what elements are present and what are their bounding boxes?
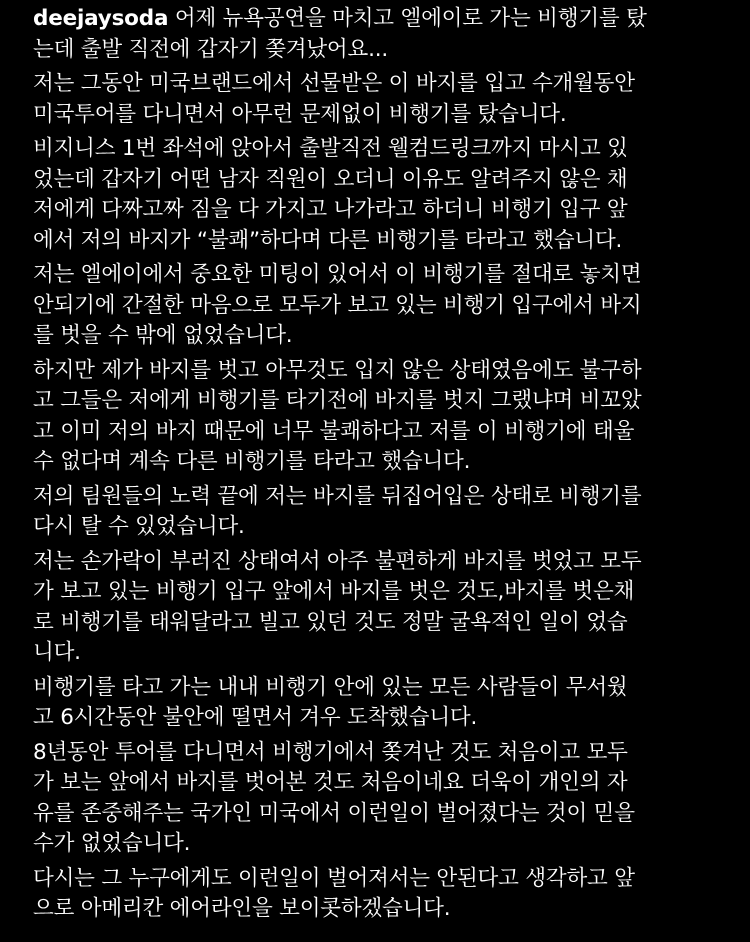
post-caption (33, 4, 739, 925)
username-link[interactable]: deejaysoda (33, 6, 169, 31)
caption-paragraph-7: 저는 손가락이 부러진 상태여서 아주 불편하게 바지를 벗었고 모두 가 보고 있는 비행기 입구 앞에서 바지를 벗은 것도,바지를 벗은채 로 비행기를 태워달라고 빌고 있던 것도 정말 굴욕적인 일이 었습 니다. (33, 548, 642, 665)
caption-paragraph-1-text: 어제 뉴욕공연을 마치고 엘에이로 가는 비행기를 탔 는데 출발 직전에 갑자기 쫒겨났어요... (33, 6, 647, 62)
caption-paragraph-9: 8년동안 투어를 다니면서 비행기에서 쫒겨난 것도 처음이고 모두 가 보는 앞에서 바지를 벗어본 것도 처음이네요 더욱이 개인의 자 유를 존중해주는 국가인 미국에서 이런일이 벌어졌다는 것이 믿을 수가 없었습니다. (33, 739, 635, 856)
caption-paragraph-10: 다시는 그 누구에게도 이런일이 벌어져서는 안된다고 생각하고 앞 으로 아메리칸 에어라인을 보이콧하겠습니다. (33, 865, 635, 921)
caption-paragraph-1 (33, 4, 739, 65)
caption-paragraph-3: 비지니스 1번 좌석에 앉아서 출발직전 웰컴드링크까지 마시고 있 었는데 갑자기 어떤 남자 직원이 오더니 이유도 알려주지 않은 채 저에게 다짜고짜 짐을 다 가지고 나가라고 하더니 비행기 입구 앞 에서 저의 바지가 “불쾌”하다며 다른 비행기를 타라고 했습니다. (33, 136, 628, 253)
caption-paragraph-8: 비행기를 타고 가는 내내 비행기 안에 있는 모든 사람들이 무서웠 고 6시간동안 불안에 떨면서 겨우 도착했습니다. (33, 674, 628, 730)
caption-paragraph-2: 저는 그동안 미국브랜드에서 선물받은 이 바지를 입고 수개월동안 미국투어를 다니면서 아무런 문제없이 비행기를 탔습니다. (33, 71, 635, 127)
caption-paragraph-6: 저의 팀원들의 노력 끝에 저는 바지를 뒤집어입은 상태로 비행기를 다시 탈 수 있었습니다. (33, 483, 642, 539)
caption-paragraph-5: 하지만 제가 바지를 벗고 아무것도 입지 않은 상태였음에도 불구하 고 그들은 저에게 비행기를 타기전에 바지를 벗지 그랬냐며 비꼬았 고 이미 저의 바지 때문에 너무 불쾌하다고 저를 이 비행기에 태울 수 없다며 계속 다른 비행기를 타라고 했습니다. (33, 357, 642, 474)
caption-paragraph-4: 저는 엘에이에서 중요한 미팅이 있어서 이 비행기를 절대로 놓치면 안되기에 간절한 마음으로 모두가 보고 있는 비행기 입구에서 바지 를 벗을 수 밖에 없었습니다. (33, 262, 642, 348)
